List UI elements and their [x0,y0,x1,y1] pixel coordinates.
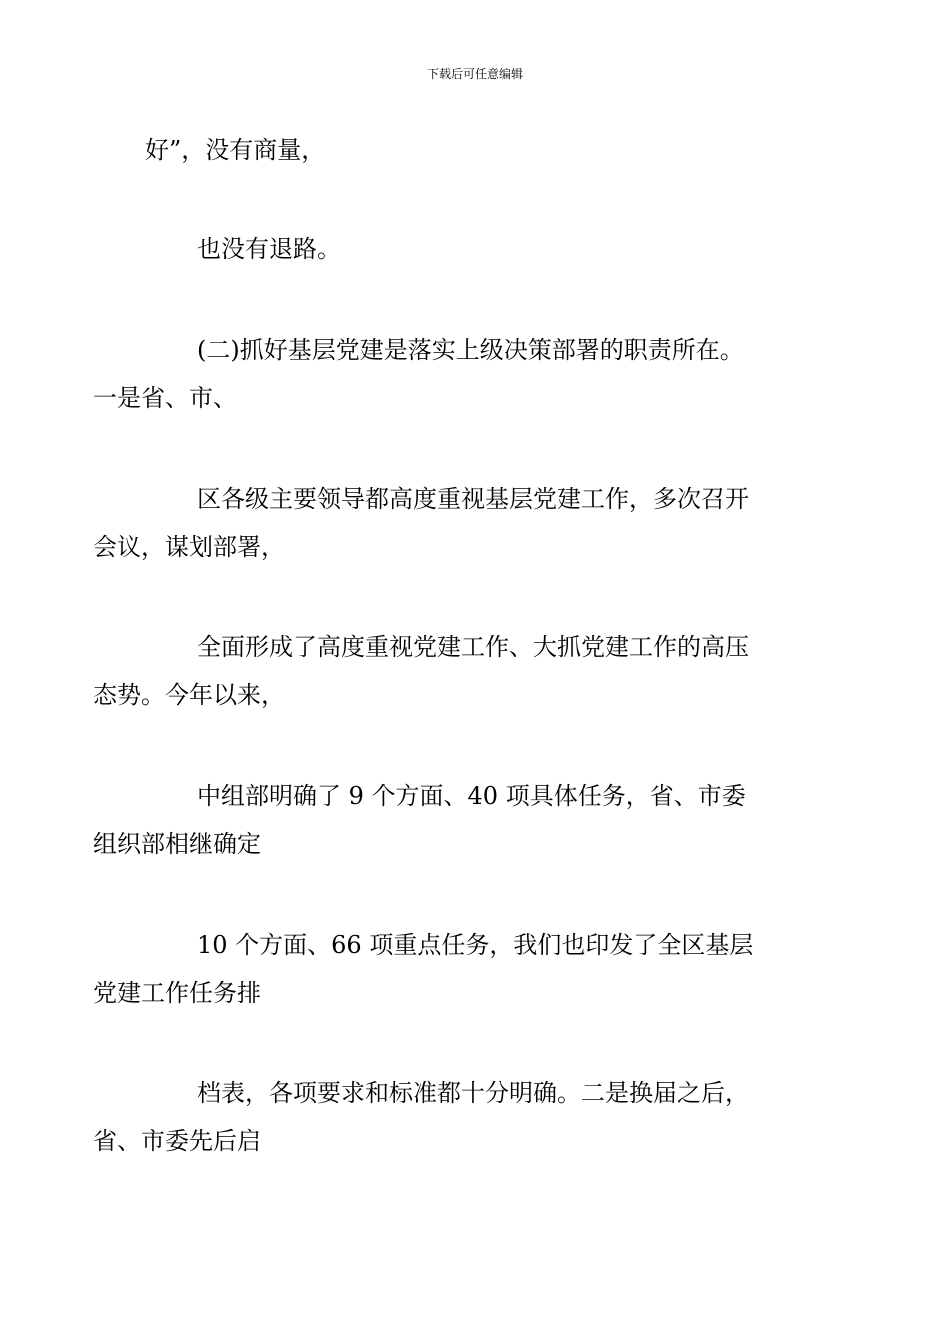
paragraph-1-line-1: 好”，没有商量， [145,136,326,164]
paragraph-4-line-2: 会议，谋划部署， [93,533,285,561]
page-header: 下载后可任意编辑 [426,67,523,81]
paragraph-6-line-2: 组织部相继确定 [93,830,261,858]
paragraph-3 [93,326,810,422]
paragraph-8-line-2: 省、市委先后启 [93,1127,261,1155]
paragraph-7-line-2: 党建工作任务排 [93,979,261,1007]
paragraph-2-line-1: 也没有退路。 [197,235,341,263]
paragraph-5-line-1: 全面形成了高度重视党建工作、大抓党建工作的高压 [197,633,749,661]
paragraph-8 [93,1069,810,1165]
paragraph-6 [93,772,810,868]
paragraph-1 [145,126,810,174]
paragraph-5-line-2: 态势。今年以来， [93,681,285,709]
paragraph-4 [93,475,810,571]
paragraph-4-line-1: 区各级主要领导都高度重视基层党建工作，多次召开 [197,485,749,513]
paragraph-7-line-1: 10 个方面、66 项重点任务，我们也印发了全区基层 [197,931,754,959]
paragraph-8-line-1: 档表，各项要求和标准都十分明确。二是换届之后， [197,1079,749,1107]
paragraph-3-line-2: 一是省、市、 [93,384,237,412]
paragraph-3-line-1: (二)抓好基层党建是落实上级决策部署的职责所在。 [197,336,744,364]
paragraph-2 [145,225,810,273]
paragraph-6-line-1: 中组部明确了 9 个方面、40 项具体任务，省、市委 [197,782,746,810]
paragraph-7 [93,921,810,1017]
paragraph-5 [93,623,810,719]
